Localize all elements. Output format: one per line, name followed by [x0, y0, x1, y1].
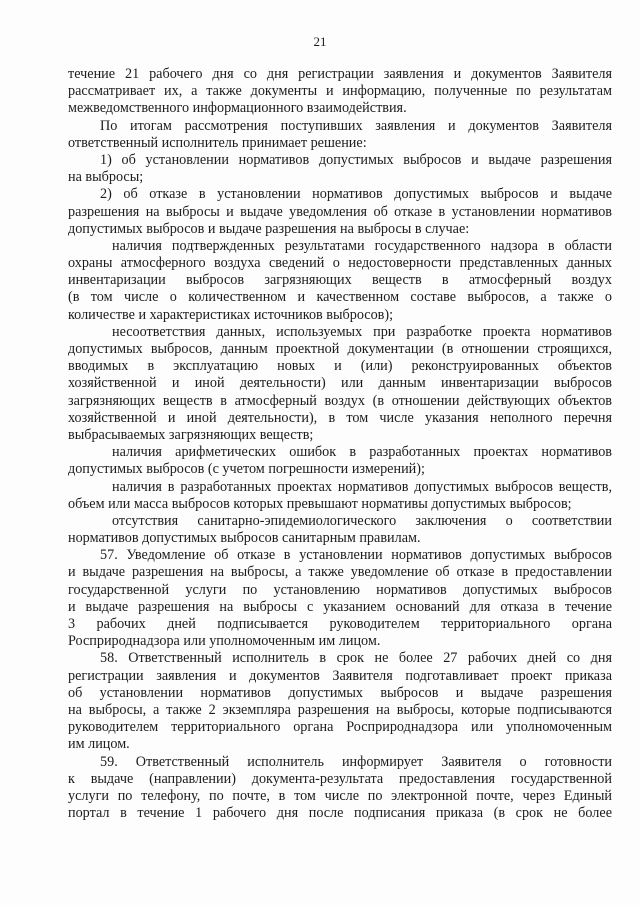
text-line: отсутствия санитарно-эпидемиологического заключения о соответствии: [112, 512, 612, 529]
document-body: [68, 66, 612, 822]
text-line: загрязняющих веществ в атмосферный воздух (в отношении действующих объектов: [68, 392, 612, 409]
text-line: 3 рабочих дней подписывается руководителем территориального органа: [68, 616, 612, 632]
text-line: к выдаче (направлении) документа-результата предоставления государственной: [68, 770, 612, 787]
text-line: на выбросы;: [68, 169, 144, 186]
text-line: инвентаризации выбросов загрязняющих веществ в атмосферный воздух: [68, 272, 612, 289]
text-line: 59. Ответственный исполнитель информирует Заявителя о готовности: [100, 753, 612, 770]
text-line: хозяйственной и иной деятельности) или данным инвентаризации выбросов: [68, 375, 612, 392]
text-line: им лицом.: [68, 736, 130, 753]
text-line: несоответствия данных, используемых при разработке проекта нормативов: [112, 323, 612, 340]
text-line: По итогам рассмотрения поступивших заявления и документов Заявителя: [100, 117, 612, 134]
text-line: 58. Ответственный исполнитель в срок не более 27 рабочих дней со дня: [100, 650, 612, 667]
text-line: допустимых выбросов, данным проектной документации (в отношении строящихся,: [68, 341, 612, 357]
text-line: портал в течение 1 рабочего дня после подписания приказа (в срок не более: [68, 805, 612, 822]
text-line: охраны атмосферного воздуха сведений о недостоверности представленных данных: [68, 255, 612, 272]
text-line: 57. Уведомление об отказе в установлении нормативов допустимых выбросов: [100, 547, 612, 564]
text-line: течение 21 рабочего дня со дня регистрации заявления и документов Заявителя: [68, 66, 612, 82]
text-line: нормативов допустимых выбросов санитарным правилам.: [68, 530, 421, 547]
text-line: 2) об отказе в установлении нормативов допустимых выбросов и выдаче: [100, 186, 612, 203]
text-line: (в том числе о количественном и качественном составе выбросов, а также о: [68, 289, 612, 306]
text-line: и выдаче разрешения на выбросы с указанием оснований для отказа в течение: [68, 598, 612, 615]
text-line: наличия подтвержденных результатами государственного надзора в области: [112, 237, 612, 254]
page-number: 21: [313, 34, 327, 49]
text-line: об установлении нормативов допустимых выбросов и выдаче разрешения: [68, 684, 612, 701]
text-line: государственной услуги по установлению нормативов допустимых выбросов: [68, 581, 612, 598]
text-line: вводимых в эксплуатацию новых и (или) реконструированных объектов: [68, 358, 612, 375]
text-line: допустимых выбросов и выдаче разрешения на выбросы в случае:: [68, 220, 470, 237]
text-line: ответственный исполнитель принимает решение:: [68, 134, 367, 151]
text-line: 1) об установлении нормативов допустимых выбросов и выдаче разрешения: [100, 151, 612, 168]
text-line: межведомственного информационного взаимодействия.: [68, 100, 407, 117]
text-line: хозяйственной и иной деятельности), в том числе указания неполного перечня: [68, 409, 612, 426]
text-line: Росприроднадзора или уполномоченным им лицом.: [68, 633, 381, 650]
text-line: услуги по телефону, по почте, в том числе по электронной почте, через Единый: [68, 787, 612, 804]
text-line: регистрации заявления и документов Заявителя подготавливает проект приказа: [68, 667, 612, 684]
text-line: наличия в разработанных проектах нормативов допустимых выбросов веществ,: [112, 478, 612, 495]
text-line: рассматривает их, а также документы и информацию, полученные по результатам: [68, 83, 612, 100]
text-line: разрешения на выбросы и выдаче уведомления об отказе в установлении нормативов: [68, 203, 612, 220]
text-line: наличия арифметических ошибок в разработанных проектах нормативов: [112, 444, 612, 461]
text-line: на выбросы, а также 2 экземпляра разрешения на выбросы, которые подписываются: [68, 701, 612, 718]
text-line: объем или масса выбросов которых превышают нормативы допустимых выбросов;: [68, 495, 572, 512]
text-line: выбрасываемых загрязняющих веществ;: [68, 426, 314, 443]
text-line: и выдаче разрешения на выбросы, а также уведомление об отказе в предоставлении: [68, 564, 612, 581]
text-line: допустимых выбросов (с учетом погрешности измерений);: [68, 461, 425, 478]
text-line: количестве и характеристиках источников выбросов);: [68, 306, 394, 323]
text-line: руководителем территориального органа Росприроднадзора или уполномоченным: [68, 719, 612, 736]
